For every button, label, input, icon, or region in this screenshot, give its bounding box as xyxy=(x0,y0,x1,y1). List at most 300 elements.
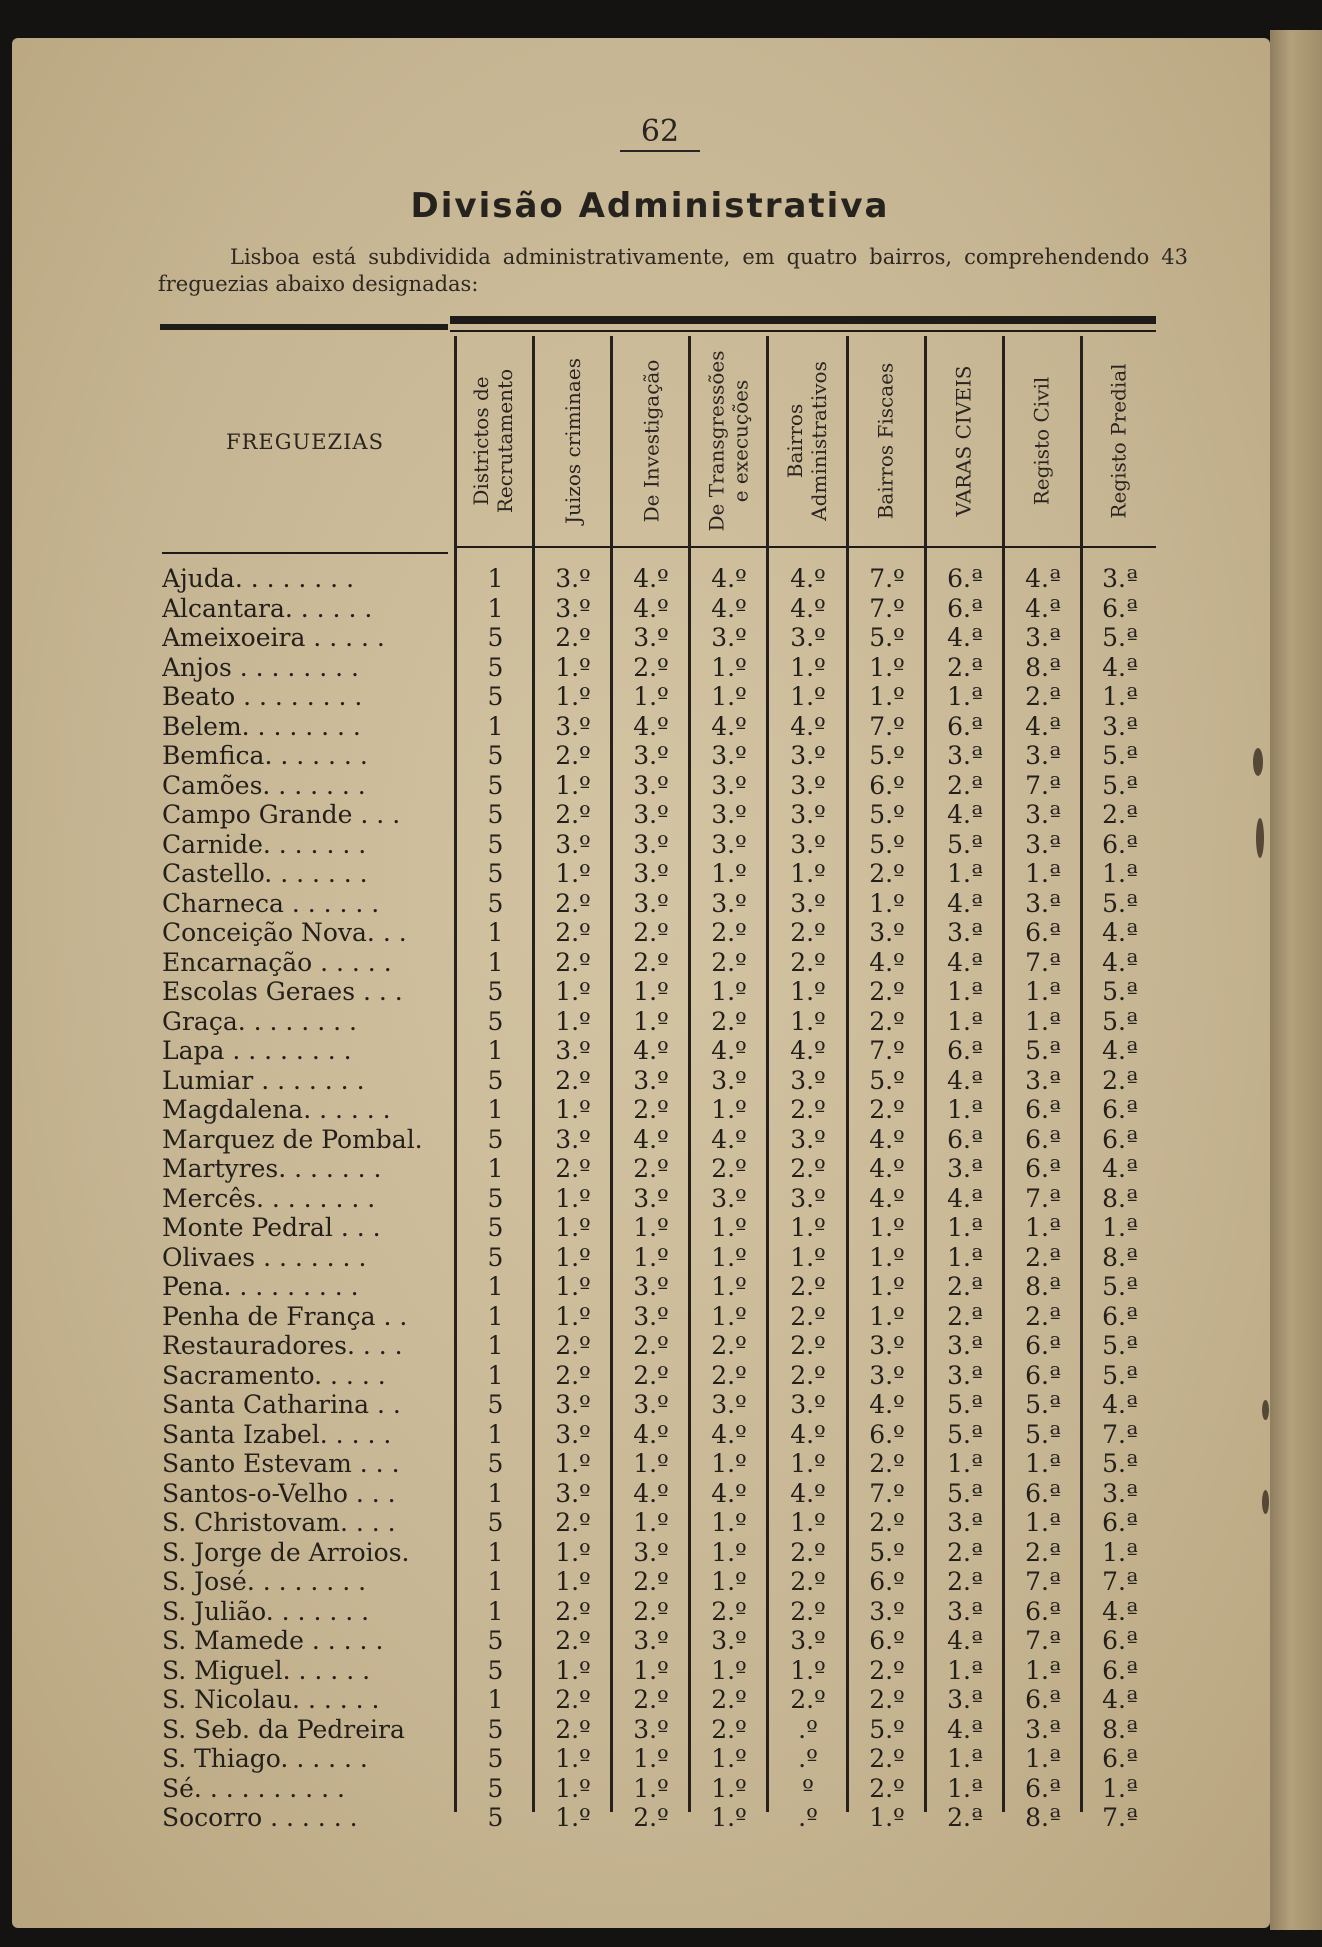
table-cell: 1.º xyxy=(711,1567,747,1596)
table-cell: 1.º xyxy=(869,1272,905,1301)
freguezia-name: Charneca . . . . . . xyxy=(162,888,380,918)
table-cell: 6.ª xyxy=(1102,1508,1138,1537)
table-cell: 5 xyxy=(487,1390,504,1419)
table-cell: 5.ª xyxy=(1102,770,1138,800)
freguezia-name: Mercês. . . . . . . . xyxy=(162,1183,376,1213)
table-cell: 3.º xyxy=(555,1036,591,1065)
table-cell: 2.º xyxy=(633,1685,669,1714)
table-cell: 3.º xyxy=(555,593,591,623)
table-row xyxy=(162,1390,1158,1420)
table-cell: 1.º xyxy=(555,1006,591,1036)
table-cell: 2.º xyxy=(790,1301,826,1331)
table-cell: 2.ª xyxy=(947,1567,983,1596)
table-row xyxy=(162,1656,1158,1686)
table-cell: 3.º xyxy=(869,1360,905,1390)
table-row xyxy=(162,1803,1158,1833)
table-cell: 2.º xyxy=(633,947,669,977)
table-cell: 3.º xyxy=(790,741,826,770)
table-cell: 3.ª xyxy=(1102,711,1138,741)
table-cell: 5 xyxy=(487,652,504,682)
table-cell: 1.ª xyxy=(1025,1744,1061,1773)
table-row xyxy=(162,830,1158,860)
table-cell: 3.ª xyxy=(947,1685,983,1714)
table-cell: 1 xyxy=(487,1567,504,1596)
table-cell: 4.ª xyxy=(947,1183,983,1213)
table-cell: 7.º xyxy=(869,1478,905,1508)
table-cell: 5 xyxy=(487,1065,504,1095)
table-cell: 1.º xyxy=(790,1006,826,1036)
table-cell: 1.º xyxy=(633,1242,669,1272)
table-cell: 4.º xyxy=(869,1124,905,1154)
table-cell: 5 xyxy=(487,1626,504,1655)
table-cell: 2.º xyxy=(711,1154,747,1183)
table-cell: 2.º xyxy=(555,623,591,652)
table-cell: 5 xyxy=(487,1213,504,1242)
table-row xyxy=(162,1036,1158,1066)
table-cell: 5.º xyxy=(869,1714,905,1744)
freguezia-name: Camões. . . . . . . xyxy=(162,770,366,800)
table-cell: 6.ª xyxy=(1025,1124,1061,1154)
table-cell: 6.ª xyxy=(1025,1360,1061,1390)
table-cell: 5.ª xyxy=(947,829,983,859)
table-cell: 6.ª xyxy=(1102,1626,1138,1655)
table-cell: 4.º xyxy=(790,1419,826,1449)
table-cell: 2.º xyxy=(555,1508,591,1537)
table-cell: 3.º xyxy=(633,1714,669,1744)
table-cell: 4.º xyxy=(633,564,669,593)
table-cell: 3.º xyxy=(633,1537,669,1567)
table-cell: 2.º xyxy=(711,947,747,977)
freguezia-name: S. Julião. . . . . . . xyxy=(162,1596,370,1626)
table-cell: 5 xyxy=(487,1183,504,1213)
table-cell: 2.º xyxy=(790,1537,826,1567)
table-cell: 2.º xyxy=(869,1773,905,1803)
table-cell: 3.º xyxy=(633,829,669,859)
table-cell: 3.º xyxy=(790,623,826,652)
table-cell: 4.º xyxy=(790,1036,826,1065)
table-cell: 2.ª xyxy=(947,652,983,682)
table-cell: 1.º xyxy=(869,682,905,711)
table-cell: 5 xyxy=(487,682,504,711)
table-cell: 2.ª xyxy=(947,1272,983,1301)
table-cell: 3.º xyxy=(633,623,669,652)
table-cell: 1.ª xyxy=(947,1655,983,1685)
table-cell: 1 xyxy=(487,1685,504,1714)
table-cell: 3.º xyxy=(869,1596,905,1626)
table-cell: 1.º xyxy=(555,859,591,888)
table-cell: 2.º xyxy=(790,1331,826,1360)
table-row xyxy=(162,712,1158,742)
table-cell: 4.ª xyxy=(947,623,983,652)
table-cell: 4.º xyxy=(633,1478,669,1508)
table-cell: 1.º xyxy=(790,859,826,888)
table-cell: 4.º xyxy=(711,1478,747,1508)
table-cell: 2.ª xyxy=(1025,1537,1061,1567)
table-cell: 4.º xyxy=(633,711,669,741)
table-cell: 3.ª xyxy=(1025,1714,1061,1744)
table-cell: 1.º xyxy=(790,682,826,711)
freguezia-name: S. Mamede . . . . . xyxy=(162,1626,384,1655)
table-cell: 4.º xyxy=(711,1036,747,1065)
table-cell: 4.º xyxy=(633,1124,669,1154)
table-cell: 7.º xyxy=(869,711,905,741)
table-cell: 3.º xyxy=(790,1626,826,1655)
header-bottom-rule xyxy=(454,546,1156,548)
table-cell: 2.ª xyxy=(1025,1301,1061,1331)
table-cell: 1.º xyxy=(555,1272,591,1301)
header-registo-predial: Registo Predial xyxy=(1107,363,1132,519)
table-cell: 1 xyxy=(487,564,504,593)
table-cell: 5.ª xyxy=(1102,1360,1138,1390)
table-cell: 2.ª xyxy=(947,770,983,800)
table-cell: 3.º xyxy=(633,1272,669,1301)
table-cell: 1.º xyxy=(711,682,747,711)
page-stain xyxy=(1262,1490,1269,1514)
table-cell: 3.º xyxy=(555,829,591,859)
table-cell: 3.º xyxy=(633,1301,669,1331)
freguezia-name: S. Nicolau. . . . . . xyxy=(162,1685,380,1714)
table-cell: 1.º xyxy=(633,1449,669,1478)
table-cell: 1.ª xyxy=(1025,1449,1061,1478)
table-cell: 6.º xyxy=(869,1626,905,1655)
table-cell: 6.º xyxy=(869,1419,905,1449)
table-cell: 5 xyxy=(487,1006,504,1036)
table-cell: 1.º xyxy=(633,977,669,1006)
table-cell: 6.ª xyxy=(1102,1655,1138,1685)
table-cell: 3.º xyxy=(633,1626,669,1655)
table-cell: 7.ª xyxy=(1025,1567,1061,1596)
table-cell: 4.º xyxy=(633,1419,669,1449)
header-juizos-criminaes: Juizos criminaes xyxy=(561,358,586,524)
table-row xyxy=(162,977,1158,1007)
table-cell: 1 xyxy=(487,1301,504,1331)
freguezia-name: Ameixoeira . . . . . xyxy=(162,623,385,652)
table-cell: 1 xyxy=(487,1478,504,1508)
table-cell: 1.º xyxy=(869,888,905,918)
table-cell: 6.º xyxy=(869,770,905,800)
page-title: Divisão Administrativa xyxy=(410,186,890,226)
table-cell: 7.ª xyxy=(1102,1567,1138,1596)
table-cell: 4.º xyxy=(711,1419,747,1449)
table-cell: .º xyxy=(798,1803,818,1832)
table-cell: 2.ª xyxy=(1025,682,1061,711)
table-row xyxy=(162,1420,1158,1450)
table-cell: 4.º xyxy=(869,1183,905,1213)
table-cell: 3.º xyxy=(633,1390,669,1419)
table-cell: 1.º xyxy=(711,1272,747,1301)
table-cell: 4.º xyxy=(711,711,747,741)
table-cell: 1.º xyxy=(633,682,669,711)
table-cell: 7.ª xyxy=(1102,1419,1138,1449)
table-cell: 6.ª xyxy=(1102,829,1138,859)
table-cell: 6.ª xyxy=(1025,1685,1061,1714)
header-investigacao: De Investigação xyxy=(639,359,664,523)
table-row xyxy=(162,1597,1158,1627)
table-cell: 1.º xyxy=(555,1449,591,1478)
table-cell: 1.ª xyxy=(947,859,983,888)
table-cell: 6.ª xyxy=(1102,1095,1138,1124)
table-cell: 5 xyxy=(487,800,504,829)
table-cell: 1.ª xyxy=(1102,859,1138,888)
table-cell: 4.ª xyxy=(947,1065,983,1095)
freguezia-name: Sacramento. . . . . xyxy=(162,1360,386,1390)
table-cell: 1.º xyxy=(790,1655,826,1685)
table-cell: 3.ª xyxy=(947,1360,983,1390)
intro-paragraph: Lisboa está subdividida administrativamente, em quatro bairros, comprehendendo 43 freguezias abaixo designadas: xyxy=(158,245,1188,296)
table-cell: 1.ª xyxy=(1025,1508,1061,1537)
table-cell: 5 xyxy=(487,1449,504,1478)
table-cell: 1.º xyxy=(711,1449,747,1478)
table-cell: 2.º xyxy=(633,652,669,682)
table-cell: 8.ª xyxy=(1025,652,1061,682)
freguezia-name: Graça. . . . . . . . xyxy=(162,1006,357,1036)
freguezia-name: Santa Catharina . . xyxy=(162,1390,401,1419)
table-cell: 1.º xyxy=(711,1773,747,1803)
table-cell: 6.ª xyxy=(947,564,983,593)
table-cell: 3.º xyxy=(711,623,747,652)
table-cell: 1.º xyxy=(790,1213,826,1242)
table-cell: 4.ª xyxy=(1025,564,1061,593)
table-cell: .º xyxy=(798,1744,818,1773)
table-cell: 3.º xyxy=(555,1124,591,1154)
freguezia-name: Escolas Geraes . . . xyxy=(162,977,403,1006)
freguezia-name: Sé. . . . . . . . . . xyxy=(162,1773,345,1803)
table-cell: 1.ª xyxy=(947,1095,983,1124)
table-cell: 4.ª xyxy=(1102,1390,1138,1419)
freguezia-name: Castello. . . . . . . xyxy=(162,859,368,888)
table-row xyxy=(162,1626,1158,1656)
table-cell: 2.º xyxy=(711,1360,747,1390)
page-stain xyxy=(1256,818,1264,858)
table-cell: 1.ª xyxy=(1025,1213,1061,1242)
table-cell: 1.º xyxy=(711,1213,747,1242)
table-cell: 3.º xyxy=(790,1390,826,1419)
table-cell: 5 xyxy=(487,977,504,1006)
table-cell: 7.ª xyxy=(1025,947,1061,977)
table-cell: 3.º xyxy=(790,770,826,800)
header-bairros-administrativos: Bairros Administrativos xyxy=(783,361,831,521)
table-cell: 4.ª xyxy=(1102,1154,1138,1183)
table-row xyxy=(162,1331,1158,1361)
table-cell: 4.º xyxy=(869,947,905,977)
table-row xyxy=(162,771,1158,801)
freguezia-name: Restauradores. . . . xyxy=(162,1331,403,1360)
table-cell: 7.ª xyxy=(1025,770,1061,800)
table-cell: 3.º xyxy=(711,1183,747,1213)
freguezia-name: S. Thiago. . . . . . xyxy=(162,1744,368,1773)
table-cell: 5.ª xyxy=(1102,1006,1138,1036)
table-row xyxy=(162,1007,1158,1037)
table-cell: 1.º xyxy=(869,1301,905,1331)
freguezia-name: S. Seb. da Pedreira xyxy=(162,1714,405,1744)
table-row xyxy=(162,1125,1158,1155)
table-cell: 3.ª xyxy=(947,741,983,770)
table-cell: 4.ª xyxy=(947,1714,983,1744)
table-cell: 4.º xyxy=(633,1036,669,1065)
table-cell: 2.º xyxy=(869,977,905,1006)
table-row xyxy=(162,623,1158,653)
table-cell: 2.º xyxy=(555,947,591,977)
table-cell: 5 xyxy=(487,1655,504,1685)
table-cell: 2.º xyxy=(633,1360,669,1390)
table-cell: 6.ª xyxy=(1102,1744,1138,1773)
table-cell: 1.º xyxy=(711,977,747,1006)
table-cell: 1.º xyxy=(711,1301,747,1331)
table-cell: 1.º xyxy=(555,652,591,682)
table-cell: 3.º xyxy=(790,1124,826,1154)
table-cell: 3.º xyxy=(633,800,669,829)
table-cell: 5.ª xyxy=(947,1390,983,1419)
freguezia-name: Campo Grande . . . xyxy=(162,800,401,829)
table-cell: 1.ª xyxy=(1025,1006,1061,1036)
table-cell: 7.ª xyxy=(1102,1803,1138,1832)
table-cell: 1.º xyxy=(869,652,905,682)
table-cell: 1.º xyxy=(869,1242,905,1272)
table-row xyxy=(162,1479,1158,1509)
freguezia-name: Socorro . . . . . . xyxy=(162,1803,358,1832)
table-cell: 6.ª xyxy=(947,1124,983,1154)
table-cell: 4.ª xyxy=(947,888,983,918)
table-row xyxy=(162,741,1158,771)
table-cell: 1 xyxy=(487,1331,504,1360)
table-cell: 4.º xyxy=(869,1154,905,1183)
table-cell: 8.ª xyxy=(1025,1272,1061,1301)
header-districtos: Districtos de Recrutamento xyxy=(469,368,518,514)
table-cell: 2.º xyxy=(555,918,591,947)
table-top-rule-thin xyxy=(450,330,1156,332)
table-cell: 3.ª xyxy=(1102,1478,1138,1508)
table-cell: 1.ª xyxy=(1025,859,1061,888)
table-cell: 1.º xyxy=(633,1744,669,1773)
table-cell: 1.º xyxy=(633,1508,669,1537)
table-cell: 8.ª xyxy=(1102,1714,1138,1744)
table-cell: 1.ª xyxy=(1102,1537,1138,1567)
table-cell: 7.ª xyxy=(1025,1626,1061,1655)
table-cell: 1 xyxy=(487,593,504,623)
table-cell: 5 xyxy=(487,1803,504,1832)
table-cell: 3.º xyxy=(790,1183,826,1213)
table-cell: 5.º xyxy=(869,623,905,652)
table-cell: 1.º xyxy=(711,652,747,682)
table-cell: 1.º xyxy=(790,652,826,682)
table-cell: 8.ª xyxy=(1102,1183,1138,1213)
table-cell: 4.ª xyxy=(1025,593,1061,623)
table-cell: 3.º xyxy=(633,1065,669,1095)
table-cell: 6.ª xyxy=(947,1036,983,1065)
table-cell: 1.º xyxy=(555,1744,591,1773)
freguezia-name: S. Jorge de Arroios. xyxy=(162,1537,410,1567)
table-cell: 3.º xyxy=(711,1626,747,1655)
table-row xyxy=(162,1066,1158,1096)
table-cell: 1.º xyxy=(555,1655,591,1685)
table-cell: 3.º xyxy=(869,918,905,947)
freguezia-name: Conceição Nova. . . xyxy=(162,918,407,947)
table-cell: 2.ª xyxy=(1025,1242,1061,1272)
table-cell: 1.º xyxy=(711,1744,747,1773)
table-cell: 2.º xyxy=(555,888,591,918)
table-cell: 4.º xyxy=(790,711,826,741)
table-cell: 3.ª xyxy=(947,1154,983,1183)
table-cell: 2.º xyxy=(790,918,826,947)
table-cell: 1.º xyxy=(711,1242,747,1272)
table-cell: 1 xyxy=(487,1095,504,1124)
table-cell: 1.º xyxy=(790,1508,826,1537)
table-cell: 2.ª xyxy=(947,1803,983,1832)
table-cell: 5 xyxy=(487,888,504,918)
table-cell: 2.º xyxy=(555,1626,591,1655)
table-cell: 1 xyxy=(487,918,504,947)
table-cell: 1.ª xyxy=(947,1242,983,1272)
table-row xyxy=(162,1272,1158,1302)
table-cell: 1.º xyxy=(711,1655,747,1685)
table-row xyxy=(162,1302,1158,1332)
table-cell: 4.ª xyxy=(1102,947,1138,977)
table-cell: 1.º xyxy=(555,1301,591,1331)
table-cell: 2.ª xyxy=(947,1537,983,1567)
table-cell: 3.ª xyxy=(1025,1065,1061,1095)
table-row xyxy=(162,859,1158,889)
table-cell: 1 xyxy=(487,711,504,741)
table-cell: 3.º xyxy=(711,829,747,859)
table-cell: 3.º xyxy=(555,1390,591,1419)
page-number: 62 xyxy=(620,114,700,152)
table-cell: 2.º xyxy=(633,1331,669,1360)
table-cell: 3.º xyxy=(790,888,826,918)
table-cell: 5 xyxy=(487,1744,504,1773)
table-cell: 2.º xyxy=(790,1596,826,1626)
table-cell: 3.º xyxy=(790,829,826,859)
table-cell: 5.ª xyxy=(1102,888,1138,918)
table-cell: 5 xyxy=(487,770,504,800)
freguezia-name: S. Miguel. . . . . . xyxy=(162,1655,371,1685)
table-cell: 4.ª xyxy=(947,1626,983,1655)
table-cell: 2.º xyxy=(869,859,905,888)
table-row xyxy=(162,1715,1158,1745)
table-cell: 3.ª xyxy=(1025,741,1061,770)
table-cell: 3.º xyxy=(711,1065,747,1095)
table-cell: 2.º xyxy=(555,1596,591,1626)
table-cell: 6.ª xyxy=(1025,1596,1061,1626)
table-row xyxy=(162,594,1158,624)
table-cell: 1.º xyxy=(711,1508,747,1537)
table-cell: 5.ª xyxy=(947,1478,983,1508)
table-cell: 2.º xyxy=(790,947,826,977)
table-cell: 1.º xyxy=(555,1095,591,1124)
table-cell: 3.º xyxy=(711,1390,747,1419)
table-cell: 1.º xyxy=(555,1567,591,1596)
table-row xyxy=(162,1243,1158,1273)
table-row xyxy=(162,948,1158,978)
table-cell: 3.º xyxy=(711,741,747,770)
table-cell: 3.ª xyxy=(1102,564,1138,593)
table-row xyxy=(162,653,1158,683)
table-cell: 2.º xyxy=(869,1655,905,1685)
table-cell: 2.º xyxy=(869,1744,905,1773)
table-cell: 1.ª xyxy=(1025,1655,1061,1685)
table-cell: 2.º xyxy=(555,1065,591,1095)
table-cell: 4.º xyxy=(711,593,747,623)
table-cell: 6.ª xyxy=(1025,1478,1061,1508)
table-cell: 6.ª xyxy=(947,593,983,623)
table-cell: 4.ª xyxy=(1102,1685,1138,1714)
table-cell: 5.ª xyxy=(947,1419,983,1449)
freguezia-name: Marquez de Pombal. xyxy=(162,1124,423,1154)
table-row xyxy=(162,1449,1158,1479)
table-cell: 1.º xyxy=(555,1803,591,1832)
table-cell: 2.º xyxy=(790,1095,826,1124)
table-cell: 3.º xyxy=(633,1183,669,1213)
table-cell: .º xyxy=(798,1714,818,1744)
